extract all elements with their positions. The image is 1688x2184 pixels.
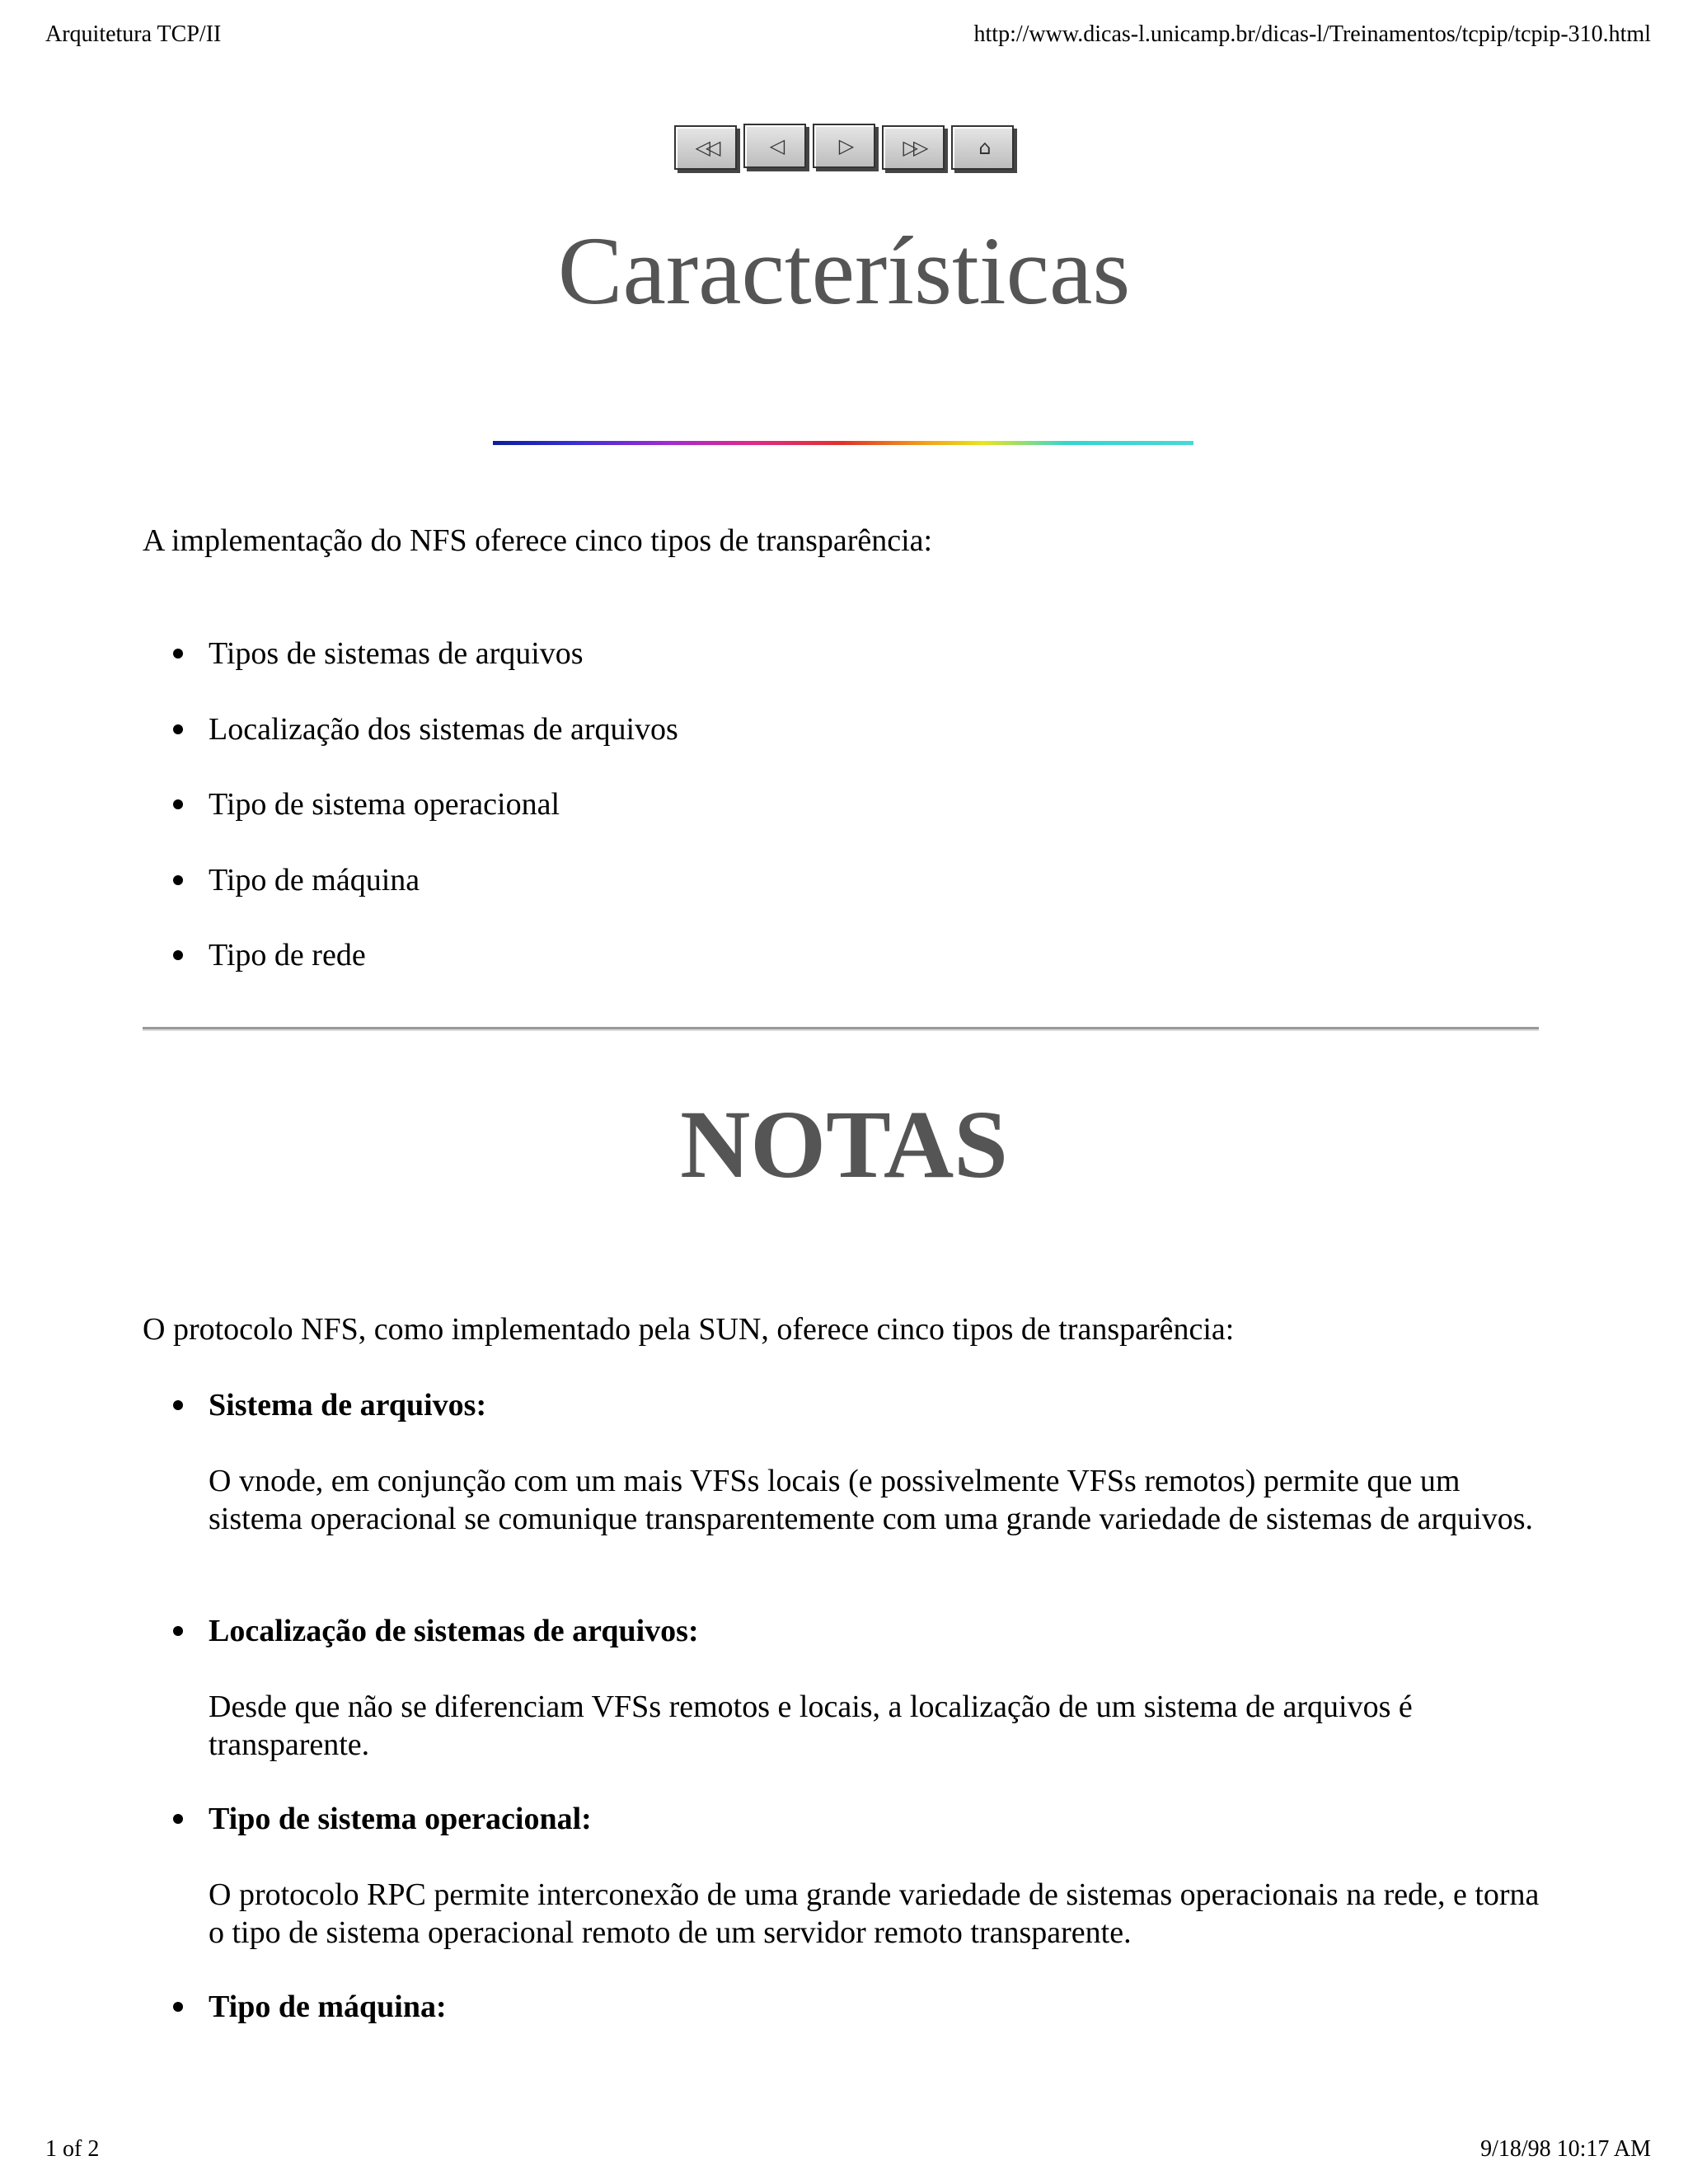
page-counter: 1 of 2	[45, 2136, 100, 2162]
bullet-icon	[173, 649, 183, 658]
bullet-icon	[173, 2002, 183, 2012]
note-item	[209, 1988, 1544, 2026]
list-item-label: Tipo de rede	[209, 938, 366, 972]
note-term	[209, 1800, 1544, 1838]
bullet-icon	[173, 1626, 183, 1636]
page-window-title: Arquitetura TCP/II	[45, 21, 222, 47]
note-term-label: Tipo de máquina:	[209, 1990, 447, 2024]
note-item	[209, 1800, 1544, 1952]
horizontal-rule	[143, 1027, 1539, 1031]
list-item	[209, 635, 584, 673]
bullet-icon	[173, 724, 183, 734]
navigation-bar	[0, 125, 1688, 170]
bullet-icon	[173, 950, 183, 960]
bullet-icon	[173, 799, 183, 809]
print-timestamp: 9/18/98 10:17 AM	[1480, 2136, 1651, 2162]
list-item-label: Localização dos sistemas de arquivos	[209, 712, 678, 747]
bullet-icon	[173, 1400, 183, 1410]
list-item	[209, 936, 366, 974]
bullet-icon	[173, 875, 183, 885]
note-term	[209, 1612, 1544, 1650]
last-page-icon[interactable]: ▷▷	[882, 125, 945, 170]
bullet-icon	[173, 1814, 183, 1824]
previous-page-icon[interactable]: ◁	[743, 124, 806, 168]
note-item	[209, 1386, 1544, 1538]
next-page-icon[interactable]: ▷	[813, 124, 875, 168]
note-description: Desde que não se diferenciam VFSs remotos e locais, a localização de um sistema de arquivos é transparente.	[209, 1690, 1413, 1762]
note-term-label: Tipo de sistema operacional:	[209, 1802, 592, 1836]
note-item	[209, 1612, 1544, 1764]
list-item-label: Tipo de máquina	[209, 863, 420, 898]
print-header	[45, 23, 1651, 46]
note-description: O protocolo RPC permite interconexão de uma grande variedade de sistemas operacionais na rede, e torna o tipo de sistema operacional remoto de um servidor remoto transparente.	[209, 1877, 1540, 1950]
page-url: http://www.dicas-l.unicamp.br/dicas-l/Treinamentos/tcpip/tcpip-310.html	[973, 21, 1651, 47]
note-description: O vnode, em conjunção com um mais VFSs locais (e possivelmente VFSs remotos) permite que um sistema operacional se comunique transparentemente com uma grande variedade de sistemas de arquivos.	[209, 1464, 1534, 1536]
list-item-label: Tipo de sistema operacional	[209, 787, 560, 822]
list-item	[209, 861, 420, 899]
home-icon[interactable]: ⌂	[951, 125, 1014, 170]
note-term	[209, 1988, 1544, 2026]
note-term-label: Sistema de arquivos:	[209, 1388, 487, 1422]
note-term-label: Localização de sistemas de arquivos:	[209, 1614, 699, 1648]
print-footer	[45, 2138, 1651, 2161]
rainbow-divider	[493, 441, 1193, 445]
intro-text: A implementação do NFS oferece cinco tipos de transparência:	[143, 523, 933, 558]
page-title: Características	[557, 217, 1131, 325]
notes-heading: NOTAS	[680, 1090, 1008, 1198]
notes-intro-text: O protocolo NFS, como implementado pela SUN, oferece cinco tipos de transparência:	[143, 1312, 1235, 1347]
list-item	[209, 710, 678, 748]
list-item-label: Tipos de sistemas de arquivos	[209, 636, 584, 671]
note-term	[209, 1386, 1544, 1424]
list-item	[209, 785, 560, 823]
first-page-icon[interactable]: ◁◁	[674, 125, 737, 170]
